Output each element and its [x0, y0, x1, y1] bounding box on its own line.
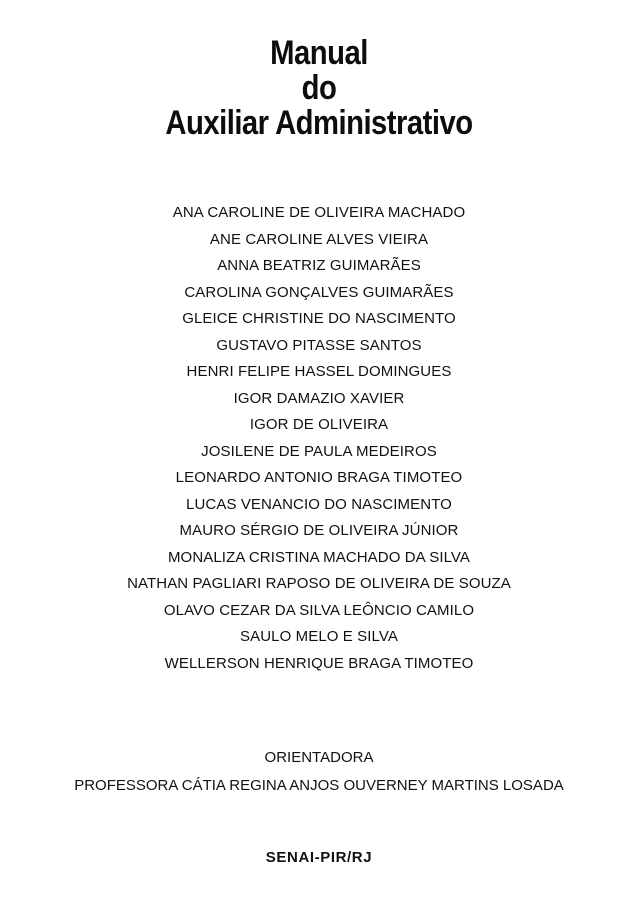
author-name: GUSTAVO PITASSE SANTOS	[216, 336, 422, 354]
document-title	[45, 36, 594, 141]
author-name: ANA CAROLINE DE OLIVEIRA MACHADO	[172, 204, 466, 221]
author-name: IGOR DAMAZIO XAVIER	[233, 389, 405, 407]
author-name: ANE CAROLINE ALVES VIEIRA	[209, 230, 429, 248]
title-line-subject: Auxiliar Administrativo	[165, 104, 473, 142]
author-name: LUCAS VENANCIO DO NASCIMENTO	[186, 495, 452, 513]
author-name: CAROLINA GONÇALVES GUIMARÃES	[184, 283, 454, 301]
institution-name: SENAI-PIR/RJ	[265, 849, 373, 866]
author-name: SAULO MELO E SILVA	[240, 628, 398, 645]
author-list	[0, 200, 638, 677]
author-name: OLAVO CEZAR DA SILVA LEÔNCIO CAMILO	[163, 601, 475, 619]
author-name: NATHAN PAGLIARI RAPOSO DE OLIVEIRA DE SOUZA	[127, 575, 511, 592]
author-name: MAURO SÉRGIO DE OLIVEIRA JÚNIOR	[179, 522, 459, 539]
title-line-manual: Manual	[270, 34, 368, 72]
author-name: JOSILENE DE PAULA MEDEIROS	[201, 442, 437, 460]
author-name: WELLERSON HENRIQUE BRAGA TIMOTEO	[164, 654, 474, 672]
advisor-label: ORIENTADORA	[264, 749, 374, 766]
advisor-name: PROFESSORA CÁTIA REGINA ANJOS OUVERNEY MARTINS LOSADA	[74, 777, 564, 794]
author-name: IGOR DE OLIVEIRA	[249, 416, 389, 433]
author-name: ANNA BEATRIZ GUIMARÃES	[217, 257, 421, 274]
author-name: LEONARDO ANTONIO BRAGA TIMOTEO	[175, 469, 463, 486]
title-line-do: do	[301, 69, 337, 107]
author-name: MONALIZA CRISTINA MACHADO DA SILVA	[167, 548, 471, 566]
author-name: GLEICE CHRISTINE DO NASCIMENTO	[182, 310, 456, 327]
author-name: HENRI FELIPE HASSEL DOMINGUES	[186, 363, 452, 380]
